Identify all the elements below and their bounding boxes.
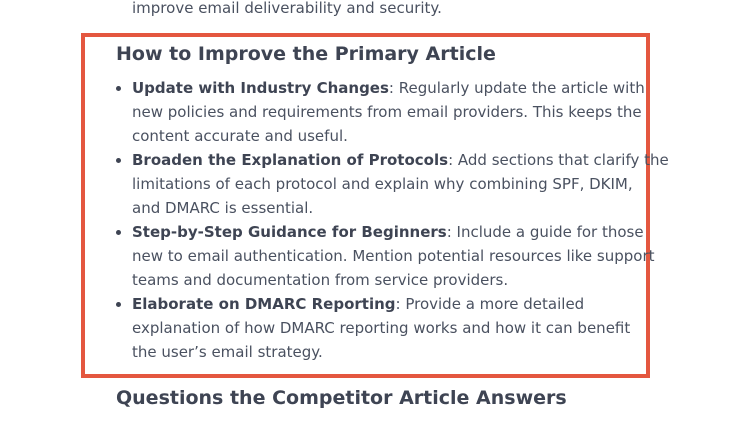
next-section-title: Questions the Competitor Article Answers — [116, 387, 567, 409]
previous-paragraph-tail: improve email deliverability and security. — [132, 0, 442, 17]
list-item-line: explanation of how DMARC reporting works and how it can benefit — [132, 319, 631, 337]
list-item-first-line — [132, 76, 645, 100]
section-title: How to Improve the Primary Article — [116, 43, 496, 65]
list-item — [116, 292, 631, 364]
list-item-line: and DMARC is essential. — [132, 199, 314, 217]
list-item-line: new policies and requirements from email providers. This keeps the — [132, 103, 642, 121]
list-item-text: : Regularly update the article with — [388, 79, 645, 97]
list-item-heading: Update with Industry Changes — [132, 79, 389, 97]
list-item — [116, 220, 655, 292]
list-item-line: the user’s email strategy. — [132, 343, 323, 361]
list-item-line: teams and documentation from service providers. — [132, 271, 509, 289]
list-item-heading: Step-by-Step Guidance for Beginners — [132, 223, 447, 241]
list-item-heading: Elaborate on DMARC Reporting — [132, 295, 396, 313]
list-item — [116, 148, 669, 220]
list-item-first-line — [132, 292, 616, 316]
list-item-first-line — [132, 148, 669, 172]
list-item — [116, 76, 645, 148]
list-item-line: limitations of each protocol and explain why combining SPF, DKIM, — [132, 175, 633, 193]
list-item-line: new to email authentication. Mention potential resources like support — [132, 247, 655, 265]
list-item-first-line — [132, 220, 644, 244]
list-item-text: : Include a guide for those — [446, 223, 644, 241]
list-item-text: : Add sections that clarify the — [448, 151, 669, 169]
list-item-line: content accurate and useful. — [132, 127, 348, 145]
list-item-text: : Provide a more detailed — [395, 295, 585, 313]
list-item-heading: Broaden the Explanation of Protocols — [132, 151, 449, 169]
improvement-list — [116, 76, 669, 364]
